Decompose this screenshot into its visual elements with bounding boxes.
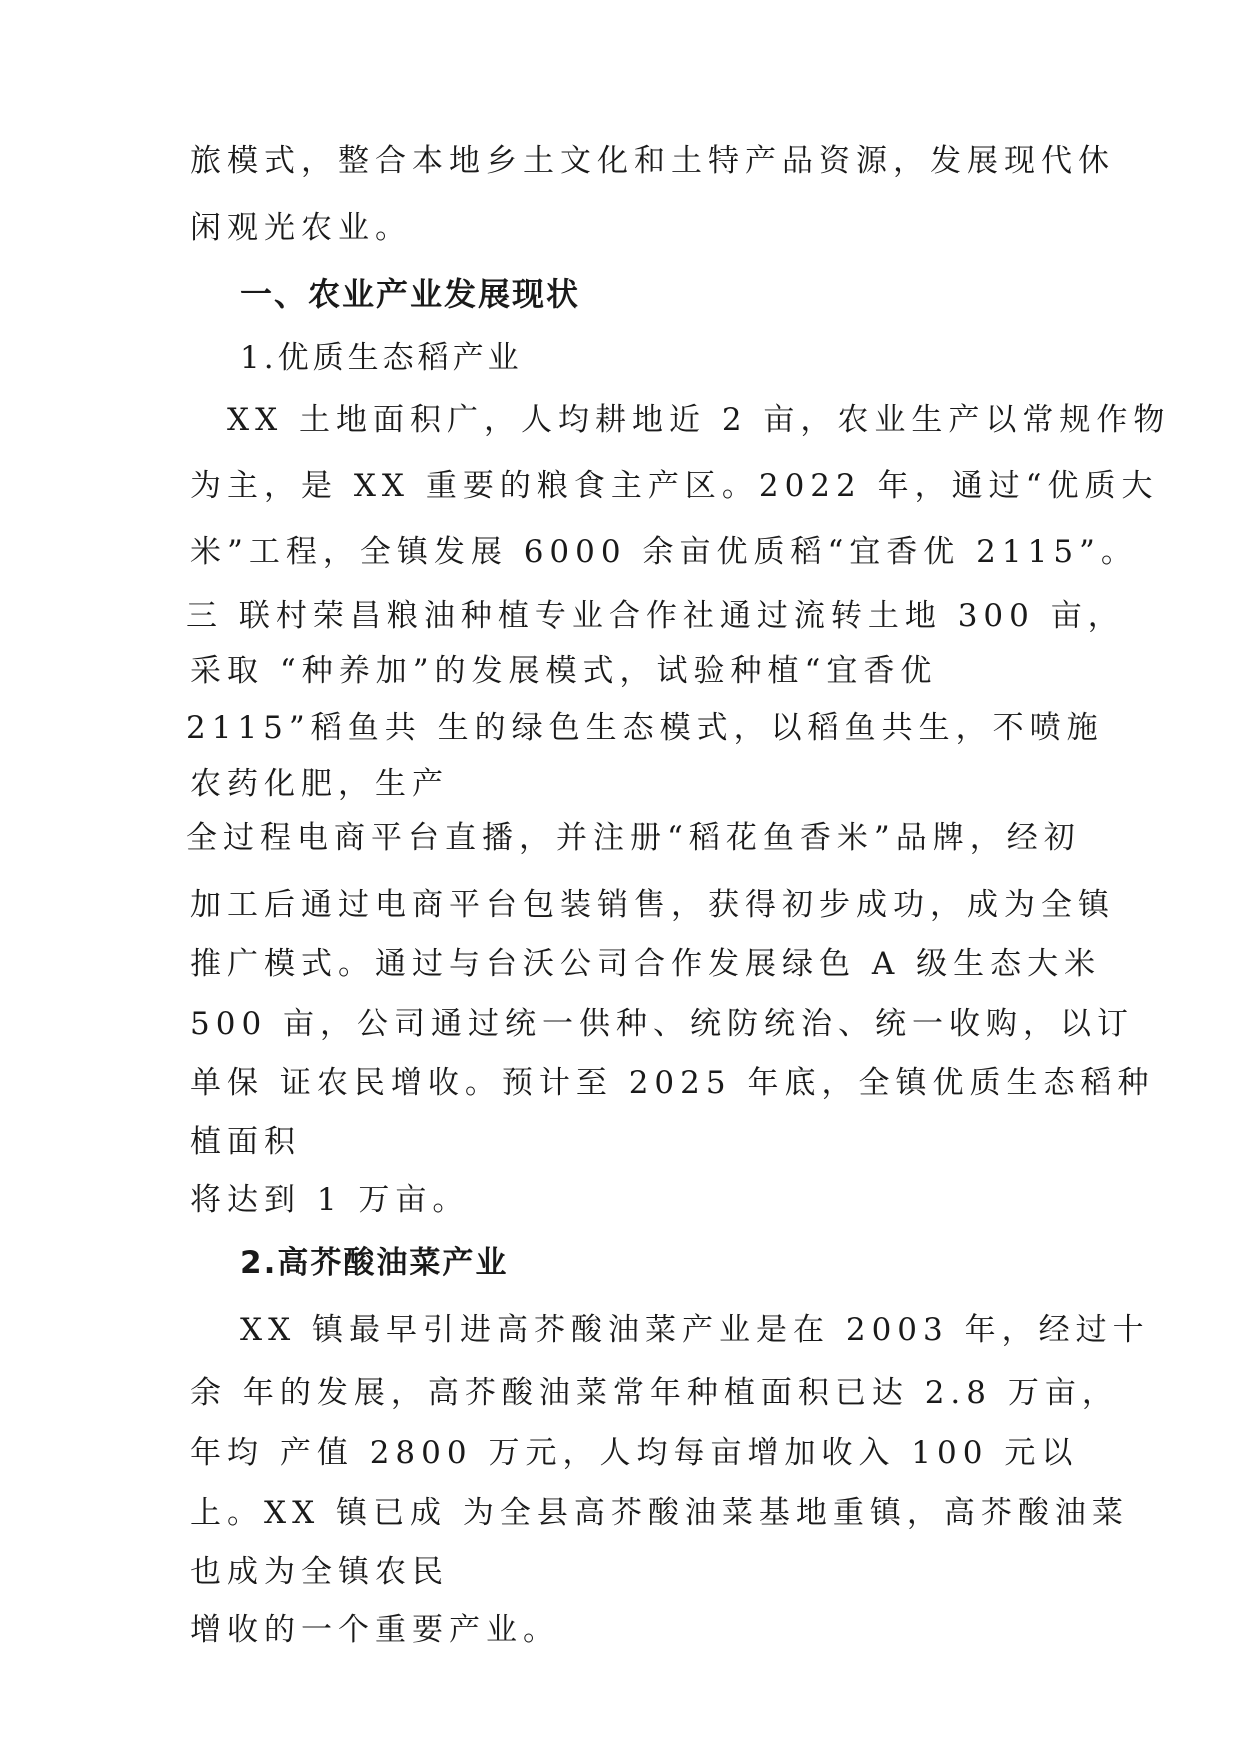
rapeseed-line-6: 增收的一个重要产业。 [190, 1612, 560, 1648]
rapeseed-line-4: 上。XX 镇已成 为全县高芥酸油菜基地重镇，高芥酸油菜 [190, 1495, 1129, 1531]
rapeseed-line-1: XX 镇最早引进高芥酸油菜产业是在 2003 年，经过十 [240, 1312, 1150, 1348]
rice-line-7: 农药化肥，生产 [190, 766, 449, 802]
rapeseed-line-2: 余 年的发展，高芥酸油菜常年种植面积已达 2.8 万亩， [190, 1375, 1119, 1411]
rapeseed-line-3: 年均 产值 2800 万元，人均每亩增加收入 100 元以 [190, 1435, 1079, 1471]
subsection-title-rapeseed: 2.高芥酸油菜产业 [240, 1245, 509, 1281]
intro-line-2: 闲观光农业。 [190, 210, 412, 246]
section-heading: 一、农业产业发展现状 [240, 275, 581, 313]
subsection-title-rice: 1.优质生态稻产业 [240, 340, 523, 376]
rice-line-10: 推广模式。通过与台沃公司合作发展绿色 A 级生态大米 [190, 946, 1102, 982]
rice-line-11: 500 亩，公司通过统一供种、统防统治、统一收购，以订 [190, 1006, 1135, 1042]
rice-line-6: 2115”稻鱼共 生的绿色生态模式，以稻鱼共生，不喷施 [186, 710, 1104, 746]
intro-line-1: 旅模式，整合本地乡土文化和土特产品资源，发展现代休 [190, 143, 1115, 179]
rice-line-8: 全过程电商平台直播，并注册“稻花鱼香米”品牌，经初 [186, 820, 1081, 856]
rice-line-9: 加工后通过电商平台包装销售，获得初步成功，成为全镇 [190, 887, 1115, 923]
rice-line-3: 米”工程，全镇发展 6000 余亩优质稻“宜香优 2115”。 [190, 534, 1138, 570]
rapeseed-line-5: 也成为全镇农民 [190, 1554, 449, 1590]
rice-line-5: 采取 “种养加”的发展模式，试验种植“宜香优 [190, 653, 938, 689]
rice-line-12: 单保 证农民增收。预计至 2025 年底，全镇优质生态稻种 [190, 1065, 1155, 1101]
rice-line-1: XX 土地面积广，人均耕地近 2 亩，农业生产以常规作物 [227, 402, 1171, 438]
rice-line-4: 三 联村荣昌粮油种植专业合作社通过流转土地 300 亩， [186, 598, 1125, 634]
rice-line-13: 植面积 [190, 1124, 301, 1160]
rice-line-14: 将达到 1 万亩。 [190, 1182, 470, 1218]
rice-line-2: 为主，是 XX 重要的粮食主产区。2022 年，通过“优质大 [190, 468, 1159, 504]
